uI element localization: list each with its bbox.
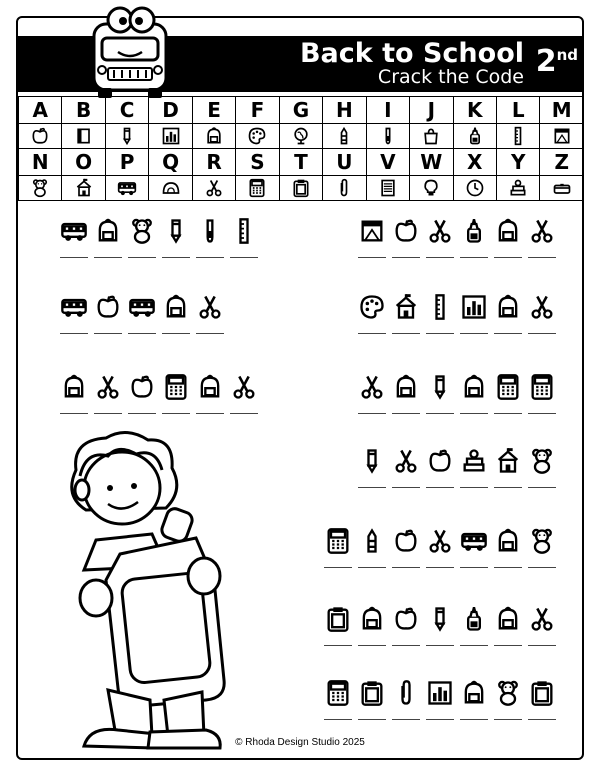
clock-icon xyxy=(465,178,485,198)
schoolhouse-icon xyxy=(494,447,522,475)
answer-blank[interactable] xyxy=(60,332,88,334)
key-letter-cell: N xyxy=(19,149,62,176)
paper-clip-icon xyxy=(392,679,420,707)
answer-blank[interactable] xyxy=(128,412,156,414)
scissors-icon xyxy=(94,373,122,401)
key-letter-cell: S xyxy=(236,149,279,176)
notebook-icon xyxy=(74,126,94,146)
answer-blank[interactable] xyxy=(162,412,190,414)
calculator-icon xyxy=(324,527,352,555)
backpack-icon xyxy=(196,373,224,401)
calculator-icon xyxy=(494,373,522,401)
schoolhouse-icon xyxy=(392,293,420,321)
answer-blank[interactable] xyxy=(94,256,122,258)
apple-icon xyxy=(392,527,420,555)
bus-mascot-icon xyxy=(88,4,172,100)
school-bus-icon xyxy=(60,293,88,321)
answer-blank[interactable] xyxy=(426,332,454,334)
backpack-icon xyxy=(460,373,488,401)
puzzle-icons xyxy=(60,216,258,246)
scissors-icon xyxy=(358,373,386,401)
backpack-icon xyxy=(358,605,386,633)
key-letter-cell: R xyxy=(192,149,235,176)
crayon-icon xyxy=(358,527,386,555)
backpack-icon xyxy=(494,217,522,245)
calculator-icon xyxy=(324,679,352,707)
palette-icon xyxy=(247,126,267,146)
key-letter-cell: E xyxy=(192,97,235,124)
answer-blanks xyxy=(358,412,556,414)
key-letter-cell: H xyxy=(323,97,366,124)
answer-blanks xyxy=(324,718,556,720)
key-letter-cell: J xyxy=(410,97,453,124)
puzzle-icons xyxy=(324,526,556,556)
pencil-icon xyxy=(117,126,137,146)
clipboard-icon xyxy=(324,605,352,633)
answer-blank[interactable] xyxy=(128,332,156,334)
key-letter-cell: L xyxy=(496,97,539,124)
key-letter-cell: F xyxy=(236,97,279,124)
answer-blank[interactable] xyxy=(460,256,488,258)
key-icon-cell xyxy=(366,124,409,149)
key-letter-cell: T xyxy=(279,149,322,176)
copyright-footer: © Rhoda Design Studio 2025 xyxy=(235,737,365,748)
bar-chart-icon xyxy=(161,126,181,146)
answer-blank[interactable] xyxy=(528,332,556,334)
scissors-icon xyxy=(392,447,420,475)
answer-blank[interactable] xyxy=(494,718,522,720)
answer-blank[interactable] xyxy=(324,566,352,568)
answer-blank[interactable] xyxy=(392,412,420,414)
backpack-icon xyxy=(460,679,488,707)
key-letter-cell: P xyxy=(105,149,148,176)
answer-blank[interactable] xyxy=(162,332,190,334)
clipboard-icon xyxy=(528,679,556,707)
globe-icon xyxy=(291,126,311,146)
puzzle-icons xyxy=(324,678,556,708)
pencil-icon xyxy=(358,447,386,475)
notepad-icon xyxy=(552,126,572,146)
key-letter-cell: I xyxy=(366,97,409,124)
key-icon-cell xyxy=(279,124,322,149)
answer-blank[interactable] xyxy=(196,256,224,258)
books-icon xyxy=(460,447,488,475)
answer-blank[interactable] xyxy=(494,412,522,414)
key-icon-cell xyxy=(149,124,192,149)
paper-clip-icon xyxy=(334,178,354,198)
puzzle-icons xyxy=(358,446,556,476)
notebook-lined-icon xyxy=(378,178,398,198)
answer-blank[interactable] xyxy=(324,644,352,646)
answer-blank[interactable] xyxy=(426,566,454,568)
key-icon-cell xyxy=(105,176,148,201)
teddy-bear-icon xyxy=(528,527,556,555)
glue-icon xyxy=(460,605,488,633)
answer-blank[interactable] xyxy=(358,644,386,646)
answer-blanks xyxy=(60,412,258,414)
key-icon-cell xyxy=(62,176,105,201)
apple-icon xyxy=(94,293,122,321)
answer-blank[interactable] xyxy=(460,332,488,334)
code-puzzle xyxy=(358,216,556,258)
answer-blank[interactable] xyxy=(528,486,556,488)
answer-blank[interactable] xyxy=(196,412,224,414)
key-icon-cell xyxy=(62,124,105,149)
school-bus-icon xyxy=(460,527,488,555)
backpack-icon xyxy=(94,217,122,245)
apple-icon xyxy=(30,126,50,146)
key-icon-cell xyxy=(19,176,62,201)
key-icon-cell xyxy=(453,124,496,149)
worksheet-subtitle: Crack the Code xyxy=(377,66,524,88)
key-icon-cell xyxy=(540,124,584,149)
answer-blank[interactable] xyxy=(230,412,258,414)
answer-blank[interactable] xyxy=(494,256,522,258)
answer-blank[interactable] xyxy=(426,256,454,258)
puzzle-icons xyxy=(324,604,556,634)
bar-chart-icon xyxy=(426,679,454,707)
answer-blank[interactable] xyxy=(392,718,420,720)
answer-blanks xyxy=(60,332,224,334)
backpack-icon xyxy=(162,293,190,321)
answer-blank[interactable] xyxy=(460,412,488,414)
answer-blank[interactable] xyxy=(358,412,386,414)
puzzle-icons xyxy=(358,372,556,402)
key-letter-cell: Q xyxy=(149,149,192,176)
puzzle-icons xyxy=(358,292,556,322)
puzzle-icons xyxy=(60,372,258,402)
key-letter-cell: G xyxy=(279,97,322,124)
paper-bag-icon xyxy=(421,126,441,146)
answer-blank[interactable] xyxy=(358,566,386,568)
ruler-icon xyxy=(508,126,528,146)
answer-blank[interactable] xyxy=(128,256,156,258)
code-puzzle xyxy=(358,372,556,414)
protractor-icon xyxy=(161,178,181,198)
answer-blank[interactable] xyxy=(196,332,224,334)
pencil-icon xyxy=(426,605,454,633)
notepad-icon xyxy=(358,217,386,245)
answer-blank[interactable] xyxy=(460,566,488,568)
puzzle-icons xyxy=(358,216,556,246)
answer-blank[interactable] xyxy=(460,486,488,488)
teddy-bear-icon xyxy=(128,217,156,245)
puzzle-icons xyxy=(60,292,224,322)
key-icon-cell xyxy=(19,124,62,149)
key-icon-cell xyxy=(496,124,539,149)
answer-blank[interactable] xyxy=(162,256,190,258)
code-puzzle xyxy=(358,446,556,488)
test-tube-icon xyxy=(196,217,224,245)
key-letter-cell: U xyxy=(323,149,366,176)
answer-blank[interactable] xyxy=(426,644,454,646)
key-letter-cell: A xyxy=(19,97,62,124)
books-icon xyxy=(508,178,528,198)
answer-blank[interactable] xyxy=(528,566,556,568)
teddy-bear-icon xyxy=(494,679,522,707)
lightbulb-icon xyxy=(421,178,441,198)
answer-blank[interactable] xyxy=(358,332,386,334)
answer-blanks xyxy=(60,256,258,258)
school-bus-icon xyxy=(117,178,137,198)
answer-blank[interactable] xyxy=(60,256,88,258)
test-tube-icon xyxy=(378,126,398,146)
school-bus-icon xyxy=(60,217,88,245)
schoolhouse-icon xyxy=(74,178,94,198)
scissors-icon xyxy=(528,217,556,245)
answer-blank[interactable] xyxy=(494,644,522,646)
key-icon-cell xyxy=(540,176,584,201)
key-icon-row xyxy=(19,124,584,149)
answer-blank[interactable] xyxy=(60,412,88,414)
grade-suffix: nd xyxy=(556,46,578,64)
calculator-icon xyxy=(162,373,190,401)
glue-icon xyxy=(465,126,485,146)
apple-icon xyxy=(392,217,420,245)
backpack-icon xyxy=(60,373,88,401)
answer-blank[interactable] xyxy=(358,256,386,258)
answer-blank[interactable] xyxy=(528,644,556,646)
palette-icon xyxy=(358,293,386,321)
key-icon-cell xyxy=(279,176,322,201)
key-letter-cell: C xyxy=(105,97,148,124)
apple-icon xyxy=(426,447,454,475)
scissors-icon xyxy=(528,605,556,633)
key-letter-cell: D xyxy=(149,97,192,124)
key-letter-cell: B xyxy=(62,97,105,124)
key-icon-cell xyxy=(410,124,453,149)
key-icon-row xyxy=(19,176,584,201)
code-puzzle xyxy=(324,678,556,720)
answer-blank[interactable] xyxy=(426,412,454,414)
key-icon-cell xyxy=(192,124,235,149)
scissors-icon xyxy=(426,527,454,555)
answer-blank[interactable] xyxy=(358,718,386,720)
answer-blank[interactable] xyxy=(460,644,488,646)
worksheet-title: Back to School xyxy=(299,38,524,69)
answer-blank[interactable] xyxy=(358,486,386,488)
key-icon-cell xyxy=(236,124,279,149)
key-letter-row xyxy=(19,97,584,124)
calculator-icon xyxy=(247,178,267,198)
key-icon-cell xyxy=(323,124,366,149)
ruler-icon xyxy=(230,217,258,245)
apple-icon xyxy=(128,373,156,401)
ruler-icon xyxy=(426,293,454,321)
key-icon-cell xyxy=(410,176,453,201)
answer-blank[interactable] xyxy=(392,566,420,568)
crayon-icon xyxy=(334,126,354,146)
clipboard-icon xyxy=(358,679,386,707)
answer-blank[interactable] xyxy=(392,332,420,334)
teddy-bear-icon xyxy=(528,447,556,475)
key-icon-cell xyxy=(366,176,409,201)
answer-blanks xyxy=(324,566,556,568)
answer-blank[interactable] xyxy=(494,332,522,334)
answer-blank[interactable] xyxy=(528,718,556,720)
code-puzzle xyxy=(324,604,556,646)
school-bus-icon xyxy=(128,293,156,321)
key-icon-cell xyxy=(496,176,539,201)
code-puzzle xyxy=(358,292,556,334)
key-letter-cell: O xyxy=(62,149,105,176)
key-icon-cell xyxy=(149,176,192,201)
scissors-icon xyxy=(196,293,224,321)
answer-blanks xyxy=(358,486,556,488)
code-puzzle xyxy=(60,216,258,258)
answer-blanks xyxy=(324,644,556,646)
apple-icon xyxy=(392,605,420,633)
scissors-icon xyxy=(230,373,258,401)
answer-blank[interactable] xyxy=(392,256,420,258)
key-icon-cell xyxy=(192,176,235,201)
grade-label xyxy=(536,44,578,79)
backpack-icon xyxy=(494,527,522,555)
answer-blank[interactable] xyxy=(426,718,454,720)
key-letter-cell: K xyxy=(453,97,496,124)
answer-blank[interactable] xyxy=(494,566,522,568)
key-letter-cell: Z xyxy=(540,149,584,176)
answer-blank[interactable] xyxy=(94,412,122,414)
answer-blank[interactable] xyxy=(426,486,454,488)
boy-holding-glue-illustration xyxy=(56,430,236,750)
cipher-key-table xyxy=(18,96,584,201)
key-letter-cell: V xyxy=(366,149,409,176)
code-puzzle xyxy=(324,526,556,568)
scissors-icon xyxy=(204,178,224,198)
answer-blanks xyxy=(358,332,556,334)
answer-blank[interactable] xyxy=(230,256,258,258)
backpack-icon xyxy=(204,126,224,146)
scissors-icon xyxy=(528,293,556,321)
answer-blanks xyxy=(358,256,556,258)
answer-blank[interactable] xyxy=(392,644,420,646)
teddy-bear-icon xyxy=(30,178,50,198)
calculator-icon xyxy=(528,373,556,401)
pencil-icon xyxy=(162,217,190,245)
backpack-icon xyxy=(494,605,522,633)
answer-blank[interactable] xyxy=(528,412,556,414)
answer-blank[interactable] xyxy=(528,256,556,258)
backpack-icon xyxy=(392,373,420,401)
key-letter-cell: X xyxy=(453,149,496,176)
answer-blank[interactable] xyxy=(494,486,522,488)
clipboard-icon xyxy=(291,178,311,198)
code-puzzle xyxy=(60,372,258,414)
answer-blank[interactable] xyxy=(460,718,488,720)
glue-icon xyxy=(460,217,488,245)
key-letter-cell: Y xyxy=(496,149,539,176)
code-puzzle xyxy=(60,292,224,334)
key-letter-cell: W xyxy=(410,149,453,176)
key-icon-cell xyxy=(453,176,496,201)
grade-number: 2 xyxy=(535,44,557,79)
answer-blank[interactable] xyxy=(324,718,352,720)
scissors-icon xyxy=(426,217,454,245)
backpack-icon xyxy=(494,293,522,321)
key-icon-cell xyxy=(236,176,279,201)
pencil-icon xyxy=(426,373,454,401)
key-letter-row xyxy=(19,149,584,176)
answer-blank[interactable] xyxy=(392,486,420,488)
answer-blank[interactable] xyxy=(94,332,122,334)
key-letter-cell: M xyxy=(540,97,584,124)
key-icon-cell xyxy=(323,176,366,201)
bar-chart-icon xyxy=(460,293,488,321)
key-icon-cell xyxy=(105,124,148,149)
pencil-case-icon xyxy=(552,178,572,198)
